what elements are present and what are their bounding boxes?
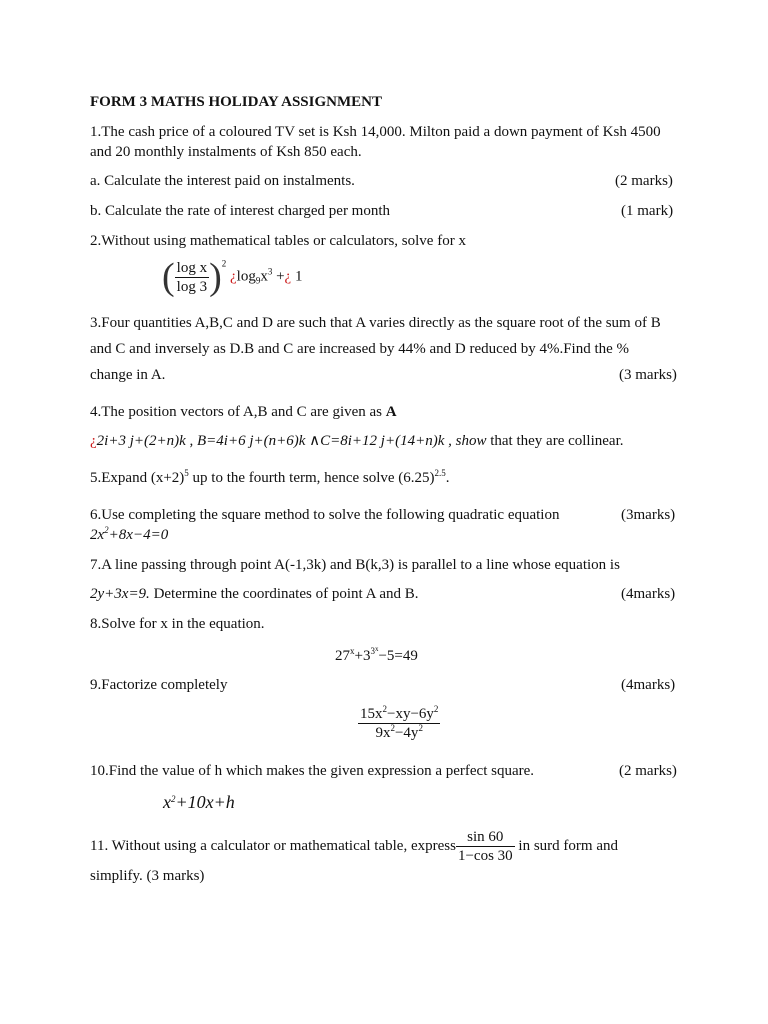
q8-eq1: 27	[335, 648, 350, 664]
q10-eq-b: +10x+h	[175, 792, 235, 812]
q9-num-a: 15x	[360, 706, 383, 722]
q1a-text: a. Calculate the interest paid on instalments.	[90, 173, 355, 189]
left-paren: (	[162, 256, 175, 298]
q6-eq-a: 2x	[90, 527, 105, 543]
q11-denominator: 1−cos 30	[457, 848, 513, 864]
q2-plus: +	[276, 268, 285, 285]
q8-eq3: −5=49	[378, 648, 418, 664]
q1a-marks: (2 marks)	[615, 173, 673, 189]
q5-part1: 5.Expand (x+2)	[90, 470, 185, 486]
q5-exp1: 5	[184, 468, 189, 478]
q5-part2: up to the fourth term, hence solve (6.25)	[188, 470, 435, 486]
q9-num-a-exp: 2	[382, 704, 387, 714]
q2-x: x	[260, 268, 268, 285]
q9-den-a: 9x	[375, 725, 391, 741]
q1-line2: and 20 monthly instalments of Ksh 850 each.	[90, 144, 362, 160]
q1b-text: b. Calculate the rate of interest charged per month	[90, 203, 391, 219]
q9-frac	[358, 705, 440, 742]
q10-eq-a: x	[163, 792, 171, 812]
q9-fraction	[358, 705, 440, 742]
q8-equation	[335, 645, 418, 665]
q2-symbol2: ¿	[284, 268, 292, 285]
q9-marks: (4marks)	[621, 677, 676, 693]
q2-symbol: ¿	[229, 268, 237, 285]
q11-fraction	[456, 828, 515, 865]
right-paren: )	[209, 256, 222, 298]
q6-line1: 6.Use completing the square method to solve the following quadratic equation	[90, 507, 560, 523]
q3-marks: (3 marks)	[619, 367, 677, 383]
q4-show: show	[455, 433, 487, 449]
q7-line1: 7.A line passing through point A(-1,3k) and B(k,3) is parallel to a line whose equation is	[90, 557, 620, 573]
q11-line1	[90, 828, 618, 865]
q2-one: 1	[294, 268, 303, 285]
q4-line1	[90, 404, 397, 421]
q9-den-a-exp: 2	[390, 723, 395, 733]
q7-marks: (4marks)	[621, 586, 676, 602]
q6-equation	[90, 527, 168, 544]
q11-numerator: sin 60	[467, 829, 504, 845]
q2-equation	[162, 258, 302, 296]
q2-denominator: log 3	[176, 278, 208, 295]
q1-line1: 1.The cash price of a coloured TV set is Ksh 14,000. Milton paid a down payment of Ksh 4500	[90, 124, 661, 140]
q10-expression	[163, 792, 235, 813]
q11-line2: simplify. (3 marks)	[90, 868, 205, 884]
q9-num-b-exp: 2	[433, 704, 439, 714]
q9-numerator	[358, 705, 440, 723]
q8-eq2-exp-x: x	[374, 645, 379, 653]
q7-equation: 2y+3x=9.	[90, 586, 150, 602]
page-title: FORM 3 MATHS HOLIDAY ASSIGNMENT	[90, 94, 382, 110]
q8-text: 8.Solve for x in the equation.	[90, 616, 265, 632]
q4-text: 4.The position vectors of A,B and C are given as	[90, 404, 383, 420]
q5-exp2: 2.5	[434, 468, 446, 478]
q10-text: 10.Find the value of h which makes the given expression a perfect square.	[90, 763, 535, 779]
q10-marks: (2 marks)	[619, 763, 677, 779]
q11-text2: in surd form and	[518, 837, 618, 854]
q2-power: 2	[221, 258, 227, 269]
q3-line1: 3.Four quantities A,B,C and D are such that A varies directly as the square root of the sum of B	[90, 315, 661, 331]
q1b-marks: (1 mark)	[621, 203, 674, 219]
q6-marks: (3marks)	[621, 507, 676, 523]
q8-eq2: +3	[354, 648, 371, 664]
q2-fraction	[175, 259, 209, 296]
q4-line2	[90, 431, 624, 450]
q9-den-b-exp: 2	[418, 723, 423, 733]
q2-numerator: log x	[176, 259, 208, 276]
q4-vectors: 2i+3 j+(2+n)k , B=4i+6 j+(n+6)k ∧C=8i+12 j+(14+n)k ,	[96, 433, 452, 449]
q6-eq-b: +8x−4=0	[108, 527, 169, 543]
q3-line3: change in A.	[90, 367, 166, 383]
q8-eq2-exp-base: 3	[370, 646, 375, 656]
q9-denominator	[358, 723, 440, 742]
q5-line	[90, 470, 450, 487]
q9-den-b: −4y	[394, 725, 419, 741]
q7-rest: Determine the coordinates of point A and B.	[149, 586, 419, 602]
q8-eq1-exp: x	[350, 646, 355, 656]
q9-num-b: −xy−6y	[387, 706, 434, 722]
q11-text1: 11. Without using a calculator or mathematical table, express	[90, 837, 456, 854]
q5-part3: .	[445, 470, 450, 486]
q2-log-base: 9	[255, 275, 261, 286]
q4-bold-a: A	[385, 404, 397, 420]
q2-text: 2.Without using mathematical tables or calculators, solve for x	[90, 233, 466, 249]
q6-eq-exp: 2	[104, 525, 109, 535]
q4-rest: that they are collinear.	[490, 433, 624, 449]
q9-text: 9.Factorize completely	[90, 677, 228, 693]
q7-line2	[90, 586, 419, 603]
q3-line2: and C and inversely as D.B and C are increased by 44% and D reduced by 4%.Find the %	[90, 341, 630, 357]
q2-exponent: 3	[267, 266, 273, 277]
q10-eq-exp: 2	[171, 794, 176, 804]
q4-symbol: ¿	[90, 433, 97, 449]
q2-log: log	[236, 268, 256, 285]
